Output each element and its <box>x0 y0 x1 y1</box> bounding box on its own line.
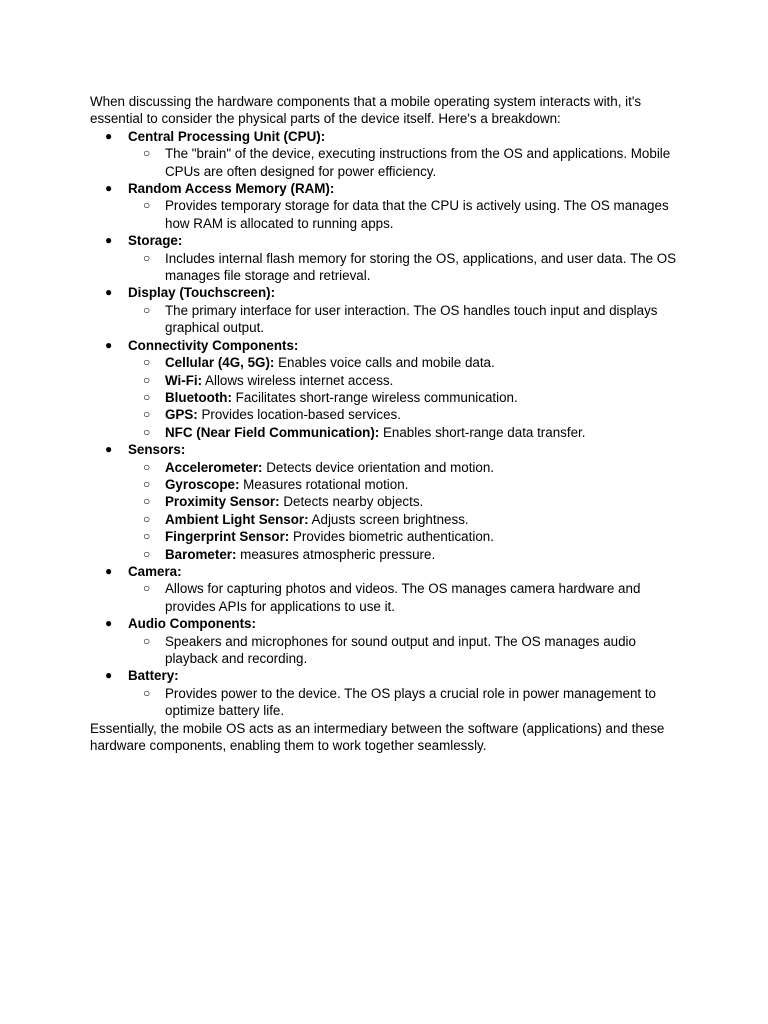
list-item <box>128 580 690 615</box>
hollow-bullet-icon: ○ <box>143 511 151 526</box>
item-term: Gyroscope: <box>165 476 240 492</box>
section-audio <box>90 615 690 667</box>
hollow-bullet-icon: ○ <box>143 633 151 648</box>
bullet-icon: ● <box>105 442 113 457</box>
hollow-bullet-icon: ○ <box>143 494 151 509</box>
list-item <box>128 685 690 720</box>
section-title: Connectivity Components: <box>128 337 299 353</box>
document-page <box>90 93 690 754</box>
section-storage <box>90 232 690 284</box>
hollow-bullet-icon: ○ <box>143 476 151 491</box>
sub-list <box>128 145 690 180</box>
item-term: NFC (Near Field Communication): <box>165 424 380 440</box>
list-item <box>128 250 690 285</box>
hollow-bullet-icon: ○ <box>143 529 151 544</box>
sub-list <box>128 354 690 441</box>
list-item <box>128 389 690 406</box>
item-text: Detects nearby objects. <box>279 494 424 510</box>
section-camera <box>90 563 690 615</box>
section-battery <box>90 667 690 719</box>
item-text: Measures rotational motion. <box>239 476 409 492</box>
item-text: Allows wireless internet access. <box>202 372 394 388</box>
item-text: Enables voice calls and mobile data. <box>274 355 495 371</box>
hollow-bullet-icon: ○ <box>143 424 151 439</box>
bullet-icon: ● <box>105 285 113 300</box>
list-item <box>128 459 690 476</box>
item-text: Provides location-based services. <box>197 407 401 423</box>
list-item <box>128 528 690 545</box>
hollow-bullet-icon: ○ <box>143 146 151 161</box>
item-text: Facilitates short-range wireless communication. <box>231 389 518 405</box>
item-term: Proximity Sensor: <box>165 494 280 510</box>
list-item <box>128 493 690 510</box>
item-term: Fingerprint Sensor: <box>165 529 290 545</box>
bullet-icon: ● <box>105 616 113 631</box>
item-text: The primary interface for user interaction. The OS handles touch input and displays graphical output. <box>165 302 658 336</box>
bullet-icon: ● <box>105 563 113 578</box>
section-title: Storage: <box>128 233 183 249</box>
bullet-icon: ● <box>105 128 113 143</box>
list-item <box>128 145 690 180</box>
section-sensors <box>90 441 690 563</box>
section-title: Central Processing Unit (CPU): <box>128 128 326 144</box>
item-term: GPS: <box>165 407 198 423</box>
item-text: measures atmospheric pressure. <box>236 546 436 562</box>
sub-list <box>128 250 690 285</box>
hollow-bullet-icon: ○ <box>143 459 151 474</box>
bullet-icon: ● <box>105 233 113 248</box>
item-text: Provides biometric authentication. <box>289 529 494 545</box>
item-term: Wi-Fi: <box>165 372 203 388</box>
list-item <box>128 511 690 528</box>
list-item <box>128 546 690 563</box>
sub-list <box>128 197 690 232</box>
section-ram <box>90 180 690 232</box>
section-title: Sensors: <box>128 442 186 458</box>
item-text: Provides power to the device. The OS plays a crucial role in power management to optimize battery life. <box>165 685 656 719</box>
hollow-bullet-icon: ○ <box>143 302 151 317</box>
item-text: Speakers and microphones for sound output and input. The OS manages audio playback and recording. <box>165 633 636 666</box>
hollow-bullet-icon: ○ <box>143 372 151 387</box>
hollow-bullet-icon: ○ <box>143 685 151 700</box>
bullet-icon: ● <box>105 337 113 352</box>
item-text: Detects device orientation and motion. <box>262 459 495 475</box>
list-item <box>128 354 690 371</box>
component-list <box>90 128 690 720</box>
section-title: Battery: <box>128 668 179 684</box>
list-item <box>128 302 690 337</box>
bullet-icon: ● <box>105 181 113 196</box>
section-title: Random Access Memory (RAM): <box>128 181 335 197</box>
list-item <box>128 372 690 389</box>
hollow-bullet-icon: ○ <box>143 198 151 213</box>
sub-list <box>128 302 690 337</box>
list-item <box>128 424 690 441</box>
item-text: Enables short-range data transfer. <box>379 424 586 440</box>
item-text: Adjusts screen brightness. <box>308 511 469 527</box>
hollow-bullet-icon: ○ <box>143 546 151 561</box>
item-text: Allows for capturing photos and videos. The OS manages camera hardware and provides APIs for applications to use it. <box>165 581 641 614</box>
section-title: Camera: <box>128 563 182 579</box>
item-term: Accelerometer: <box>165 459 263 475</box>
bullet-icon: ● <box>105 668 113 683</box>
item-term: Bluetooth: <box>165 389 232 405</box>
intro-paragraph: When discussing the hardware components that a mobile operating system interacts with, it's essential to consider the physical parts of the device itself. Here's a breakdown: <box>90 94 642 127</box>
item-term: Barometer: <box>165 546 237 562</box>
section-title: Audio Components: <box>128 616 256 632</box>
item-text: The "brain" of the device, executing instructions from the OS and applications. Mobile CPUs are often designed for power efficiency. <box>165 146 671 179</box>
section-connectivity <box>90 337 690 441</box>
hollow-bullet-icon: ○ <box>143 250 151 265</box>
sub-list <box>128 685 690 720</box>
hollow-bullet-icon: ○ <box>143 407 151 422</box>
hollow-bullet-icon: ○ <box>143 581 151 596</box>
item-term: Cellular (4G, 5G): <box>165 355 275 371</box>
item-text: Provides temporary storage for data that the CPU is actively using. The OS manages how RAM is allocated to running apps. <box>165 198 669 231</box>
section-title: Display (Touchscreen): <box>128 285 276 301</box>
hollow-bullet-icon: ○ <box>143 389 151 404</box>
sub-list <box>128 459 690 563</box>
item-term: Ambient Light Sensor: <box>165 511 309 527</box>
list-item <box>128 633 690 668</box>
conclusion-paragraph: Essentially, the mobile OS acts as an intermediary between the software (applications) and these hardware components, enabling them to work together seamlessly. <box>90 720 665 754</box>
list-item <box>128 197 690 232</box>
section-display <box>90 284 690 336</box>
sub-list <box>128 633 690 668</box>
hollow-bullet-icon: ○ <box>143 355 151 370</box>
list-item <box>128 406 690 423</box>
sub-list <box>128 580 690 615</box>
section-cpu <box>90 128 690 180</box>
list-item <box>128 476 690 493</box>
item-text: Includes internal flash memory for storing the OS, applications, and user data. The OS manages file storage and retrieval. <box>165 250 677 284</box>
